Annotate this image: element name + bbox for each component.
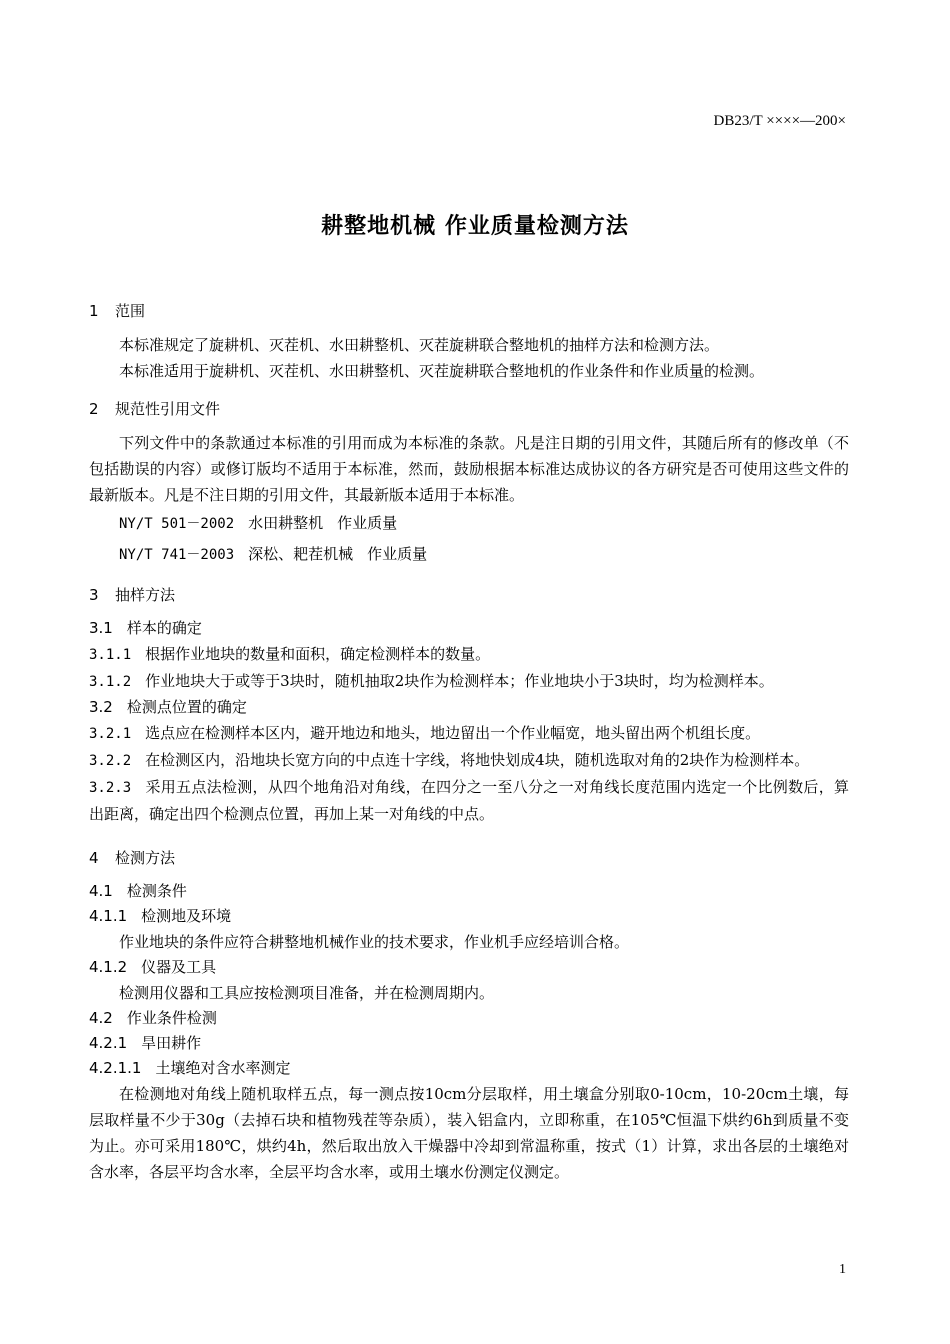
clause-3-2-2	[89, 747, 849, 774]
subsection-title: 检测点位置的确定	[126, 698, 247, 716]
section-number: 2	[89, 400, 99, 418]
section-title: 检测方法	[115, 849, 176, 867]
document-code: DB23/T ××××—200×	[713, 113, 846, 129]
page-number: 1	[839, 1262, 846, 1277]
section-3-heading	[89, 582, 849, 608]
reference-item	[119, 508, 849, 539]
subsection-4-1-2-heading	[89, 955, 849, 980]
subsection-4-2-1-1-heading	[89, 1056, 849, 1081]
clause-text: 在检测区内，沿地块长宽方向的中点连十字线，将地快划成4块，随机选取对角的2块作为检测样本。	[145, 751, 810, 769]
subsection-number: 3.2	[89, 698, 113, 716]
reference-desc: 作业质量	[367, 545, 428, 563]
section-4-heading	[89, 845, 849, 871]
clause-number: 3.1.2	[89, 674, 132, 690]
reference-name: 水田耕整机	[248, 514, 324, 532]
reference-item	[119, 539, 849, 570]
subsection-4-2-heading	[89, 1006, 849, 1031]
reference-name: 深松、耙茬机械	[248, 545, 354, 563]
document-title: 耕整地机械 作业质量检测方法	[321, 214, 629, 239]
subsection-title: 检测条件	[126, 882, 187, 900]
paragraph: 本标准规定了旋耕机、灭茬机、水田耕整机、灭茬旋耕联合整地机的抽样方法和检测方法。	[119, 336, 720, 354]
subsection-title: 仪器及工具	[141, 958, 217, 976]
document-body	[89, 292, 849, 1185]
clause-3-2-3	[89, 774, 849, 827]
section-1-heading	[89, 298, 849, 324]
clause-text: 根据作业地块的数量和面积，确定检测样本的数量。	[145, 645, 491, 663]
subsection-number: 4.2.1.1	[89, 1059, 142, 1077]
subsection-3-2-heading	[89, 695, 849, 720]
section-number: 1	[89, 302, 99, 320]
section-title: 抽样方法	[115, 586, 176, 604]
subsection-3-1-heading	[89, 616, 849, 641]
subsection-number: 4.1.2	[89, 958, 128, 976]
paragraph: 在检测地对角线上随机取样五点，每一测点按10cm分层取样，用土壤盒分别取0-10cm，10-20cm土壤，每层取样量不少于30g（去掉石块和植物残茬等杂质），装入铝盒内，立即称重，在105℃恒温下烘约6h到质量不变为止。亦可采用180℃，烘约4h，然后取出放入干燥器中冷却到常温称重，按式（1）计算，求出各层的土壤绝对含水率，各层平均含水率，全层平均含水率，或用土壤水份测定仪测定。	[89, 1085, 849, 1181]
clause-3-1-1	[89, 641, 849, 668]
subsection-4-2-1-heading	[89, 1031, 849, 1056]
section-title: 规范性引用文件	[115, 400, 221, 418]
section-2-heading	[89, 396, 849, 422]
subsection-4-1-1-heading	[89, 904, 849, 929]
clause-number: 3.1.1	[89, 647, 132, 663]
paragraph: 下列文件中的条款通过本标准的引用而成为本标准的条款。凡是注日期的引用文件，其随后所有的修改单（不包括勘误的内容）或修订版均不适用于本标准，然而，鼓励根据本标准达成协议的各方研究是否可使用这些文件的最新版本。凡是不注日期的引用文件，其最新版本适用于本标准。	[89, 434, 849, 504]
clause-text: 采用五点法检测，从四个地角沿对角线，在四分之一至八分之一对角线长度范围内选定一个比例数后，算出距离，确定出四个检测点位置，再加上某一对角线的中点。	[89, 778, 849, 823]
subsection-title: 旱田耕作	[141, 1034, 202, 1052]
reference-code: NY/T 741－2003	[119, 547, 235, 563]
clause-number: 3.2.2	[89, 753, 132, 769]
paragraph: 作业地块的条件应符合耕整地机械作业的技术要求，作业机手应经培训合格。	[119, 933, 630, 951]
subsection-number: 4.1.1	[89, 907, 128, 925]
subsection-number: 4.2	[89, 1009, 113, 1027]
paragraph: 本标准适用于旋耕机、灭茬机、水田耕整机、灭茬旋耕联合整地机的作业条件和作业质量的检测。	[119, 362, 765, 380]
clause-3-1-2	[89, 668, 849, 695]
clause-text: 选点应在检测样本区内，避开地边和地头，地边留出一个作业幅宽，地头留出两个机组长度。	[145, 724, 761, 742]
clause-number: 3.2.1	[89, 726, 132, 742]
clause-text: 作业地块大于或等于3块时，随机抽取2块作为检测样本；作业地块小于3块时，均为检测样本。	[145, 672, 774, 690]
subsection-title: 检测地及环境	[141, 907, 232, 925]
reference-code: NY/T 501－2002	[119, 516, 235, 532]
section-number: 4	[89, 849, 99, 867]
section-number: 3	[89, 586, 99, 604]
section-title: 范围	[115, 302, 146, 320]
subsection-title: 土壤绝对含水率测定	[155, 1059, 291, 1077]
clause-3-2-1	[89, 720, 849, 747]
subsection-4-1-heading	[89, 879, 849, 904]
subsection-title: 样本的确定	[126, 619, 202, 637]
subsection-number: 3.1	[89, 619, 113, 637]
reference-desc: 作业质量	[337, 514, 398, 532]
clause-number: 3.2.3	[89, 780, 132, 796]
subsection-number: 4.1	[89, 882, 113, 900]
subsection-number: 4.2.1	[89, 1034, 128, 1052]
paragraph: 检测用仪器和工具应按检测项目准备，并在检测周期内。	[119, 984, 495, 1002]
subsection-title: 作业条件检测	[126, 1009, 217, 1027]
